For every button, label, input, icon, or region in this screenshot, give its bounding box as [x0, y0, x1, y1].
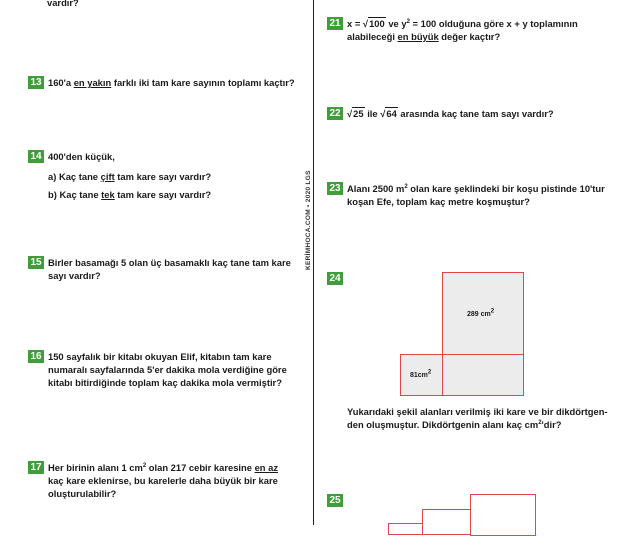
question-17-text: Her birinin alanı 1 $cm^2$ olan 217 cebir karesine en az kaç kare eklenirse, bu karelerle daha büyük bir kare oluşturulabilir?: [48, 462, 279, 499]
question-number-16: 16: [28, 350, 44, 363]
question-number-22: 22: [327, 107, 343, 120]
question-21-text: x = √100 ve $y^2 = 100$ olduğuna göre x + y toplamının alabileceği en büyük değer kaçtır?: [347, 18, 578, 42]
step-2: [422, 509, 472, 535]
question-number-24: 24: [327, 272, 343, 285]
big-square-area-label: 289 $cm^2$: [467, 308, 495, 318]
question-number-15: 15: [28, 256, 44, 269]
question-15-text: Birler basamağı 5 olan üç basamaklı kaç tane tam kare sayı vardır?: [48, 257, 291, 281]
question-number-14: 14: [28, 150, 44, 163]
prev-question-fragment: vardır?: [47, 0, 79, 8]
vertical-watermark: KERİMHOCA.COM • 2020 LGS: [305, 170, 312, 270]
step-3: [470, 494, 536, 536]
question-number-13: 13: [28, 76, 44, 89]
question-14-part-a: a) Kaç tane çift tam kare sayı vardır?: [48, 171, 212, 182]
question-22-text: √25 ile √64 arasında kaç tane tam sayı vardır?: [347, 108, 554, 119]
question-number-25: 25: [327, 494, 343, 507]
column-divider: [313, 0, 314, 525]
question-number-17: 17: [28, 461, 44, 474]
question-16-text: 150 sayfalık bir kitabı okuyan Elif, kitabın tam kare numaralı sayfalarında 5'er dakika mola verdiğine göre kitabı bitirdiğinde toplam kaç dakika mola vermiştir?: [48, 351, 287, 388]
question-24-text: Yukarıdaki şekil alanları verilmiş iki kare ve bir dikdörtgen- den oluşmuştur. Dikdörtgenin alanı kaç $cm^2'dir$?: [347, 406, 608, 430]
rectangle: [442, 354, 524, 396]
question-number-23: 23: [327, 182, 343, 195]
question-23-text: Alanı 2500 $m^2$ olan kare şeklindeki bir koşu pistinde 10'tur koşan Efe, toplam kaç metre koşmuştur?: [347, 183, 605, 207]
question-14-part-b: b) Kaç tane tek tam kare sayı vardır?: [48, 189, 212, 200]
question-number-21: 21: [327, 17, 343, 30]
question-14-intro: 400'den küçük,: [48, 151, 115, 162]
small-square-area-label: $81cm^2$: [410, 369, 432, 379]
question-13-text: 160'a en yakın farklı iki tam kare sayının toplamı kaçtır?: [48, 77, 295, 88]
